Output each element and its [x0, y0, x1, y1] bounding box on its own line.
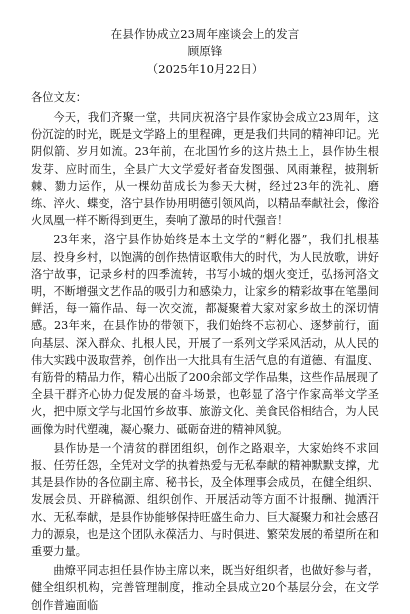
paragraph-3: 县作协是一个清贫的群团组织，创作之路艰辛，大家始终不求回报、任劳任怨，全凭对文学的执着热爱与无私奉献的精神默默支撑，尤其是县作协的各位副主席、秘书长，及全体理事会成员，在健全组织、发展会员、开辟稿源、组织创作、开展活动等方面不计报酬、抛洒汗水、无私奉献，是县作协能够保持旺盛生命力、巨大凝聚力和社会感召力的源泉，也是这个团队永葆活力、与时俱进、繁荣发展的希望所在和重要力量。 — [31, 441, 379, 559]
document-author: 顾原锋 — [187, 44, 223, 58]
document-title: 在县作协成立23周年座谈会上的发言 — [110, 27, 300, 41]
paragraph-1: 今天，我们齐聚一堂，共同庆祝洛宁县作家协会成立23周年，这份沉淀的时光，既是文学路上的里程碑，更是我们共同的精神印记。光阴似箭、岁月如流。23年前，在北国竹乡的这片热土上，县作协生根发芽、应时而生，全县广大文学爱好者奋发图强、风雨兼程，披荆斩棘、勠力运作，从一棵幼苗成长为参天大树，经过23年的洗礼、磨练、淬火、蝶变，洛宁县作协用明德引领风尚，以精品奉献社会，像浴火凤凰一样不断得到更生，奏响了激昂的时代强音！ — [31, 111, 379, 228]
paragraph-4: 曲燎平同志担任县作协主席以来，既当好组织者，也做好参与者，健全组织机构，完善管理制度，推动全县成立20个基层分会，在文学创作普遍面临 — [31, 564, 379, 612]
document-date: （2025年10月22日） — [146, 62, 264, 76]
document-header — [31, 26, 379, 77]
salutation: 各位文友： — [31, 91, 87, 104]
paragraph-2: 23年来，洛宁县作协始终是本土文学的“孵化器”，我们扎根基层、投身乡村，以饱满的创作热情讴歌伟大的时代，为人民放歌，讲好洛宁故事，记录乡村的四季流转，书写小城的烟火变迁，弘扬河洛文明，不断增强文艺作品的吸引力和感染力，让家乡的精彩故事在笔墨间鲜活，每一篇作品、每一次交流，都凝聚着大家对家乡故土的深切情感。23年来，在县作协的带领下，我们始终不忘初心、逐梦前行，面向基层、深入群众、扎根人民，开展了一系列文学采风活动，从人民的伟大实践中汲取营养，创作出一大批具有生活气息的有道德、有温度、有筋骨的精品力作，精心出版了200余部文学作品集，这些作品展现了全县干群齐心协力促发展的奋斗场景，也彰显了洛宁作家高举文学圣火，把中原文学与北国竹乡故事、旅游文化、美食民俗相结合，为人民画像为时代塑魂，凝心聚力、砥砺奋进的精神风貌。 — [31, 233, 379, 436]
document-body — [31, 109, 379, 614]
